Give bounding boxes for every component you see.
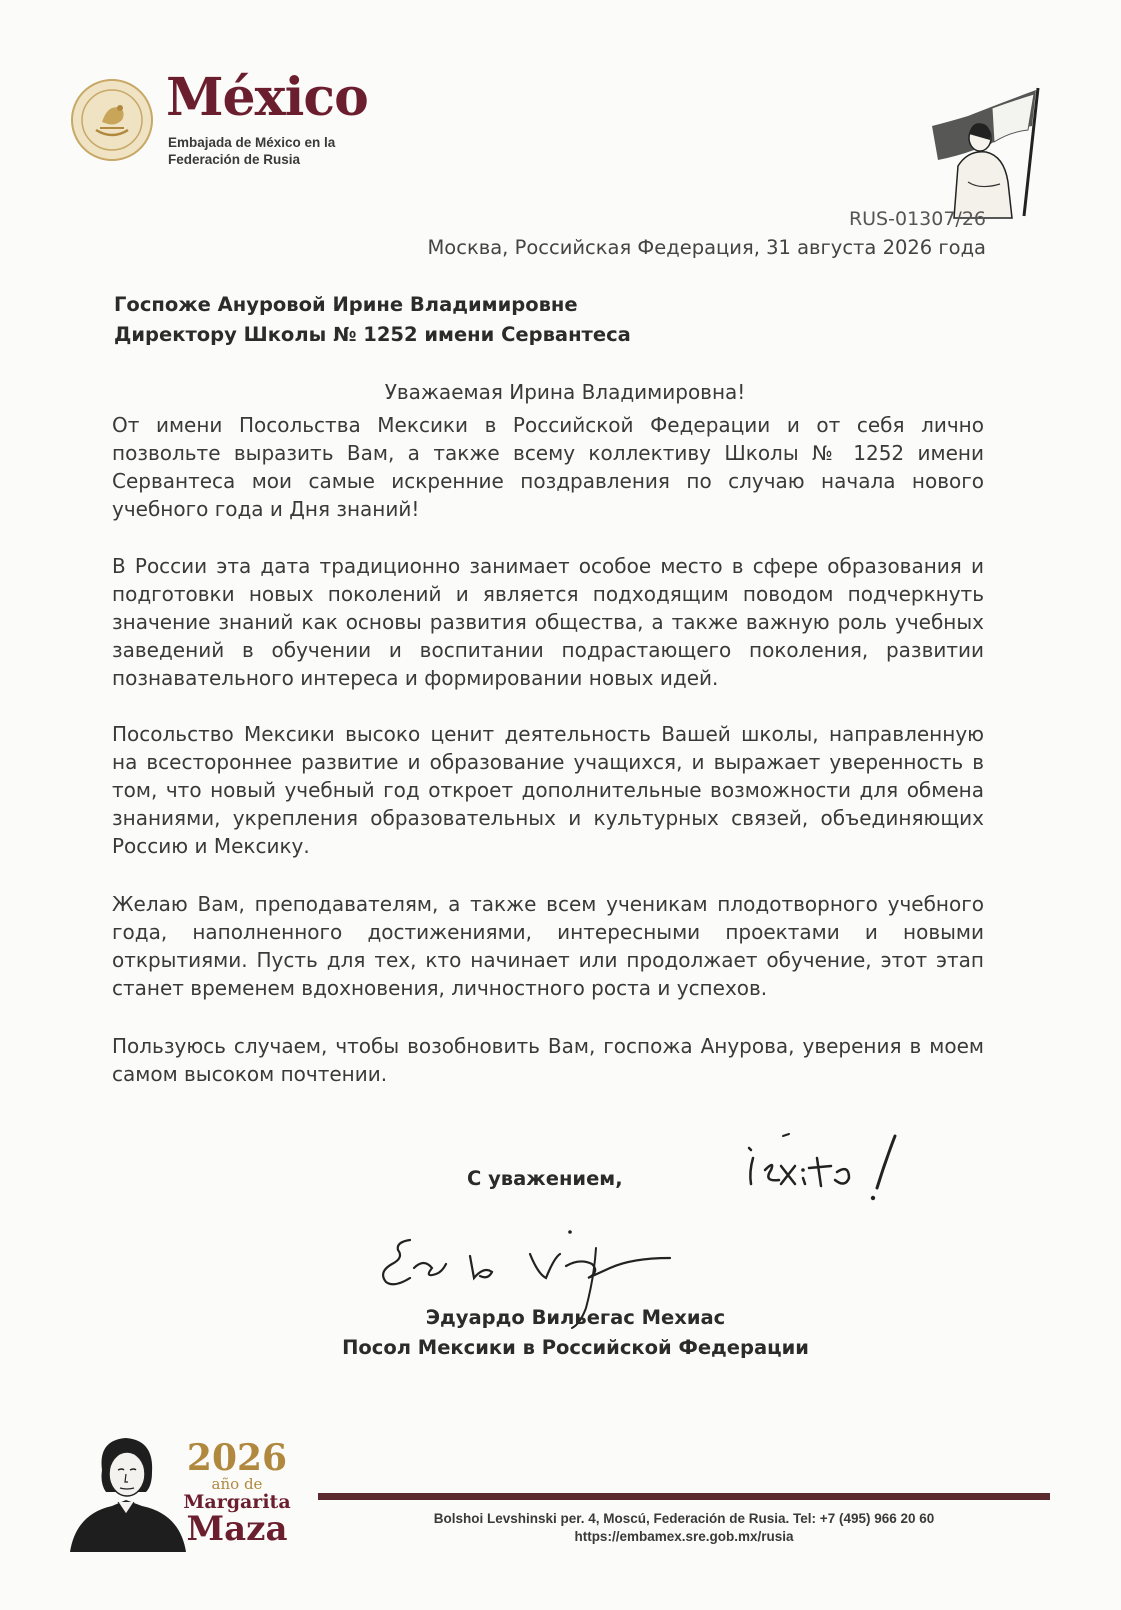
embassy-line-1: Embajada de México en la	[168, 135, 336, 150]
body-paragraph-4: Желаю Вам, преподавателям, а также всем ученикам плодотворного учебного года, наполненного достижениями, интересными проектами и новыми открытиями. Пусть для тех, кто начинает или продолжает обучение, этот этап станет временем вдохновения, личностного роста и успехов.	[112, 892, 984, 1000]
recipient-position: Директору Школы № 1252 имени Сервантеса	[114, 323, 631, 346]
year-logo-year: 2026	[186, 1437, 288, 1479]
embassy-name	[168, 134, 368, 168]
woman-with-flag-illustration-icon	[928, 86, 1058, 220]
reference-number: RUS-01307/26	[848, 208, 986, 230]
embassy-line-2: Federación de Rusia	[168, 152, 301, 167]
body-paragraph-3: Посольство Мексики высоко ценит деятельность Вашей школы, направленную на всестороннее развитие и образование учащихся, и выражает уверенность в том, что новый учебный год откроет дополнительные возможности для обмена знаниями, укрепления образовательных и культурных связей, объединяющих Россию и Мексику.	[112, 722, 984, 858]
footer-address: Bolshoi Levshinski per. 4, Moscú, Federación de Rusia. Tel: +7 (495) 966 20 60	[433, 1511, 935, 1526]
signer-name: Эдуардо Вильегас Мехиас	[425, 1306, 726, 1329]
body-paragraph-1: От имени Посольства Мексики в Российской Федерации и от себя лично позвольте выразить Вам, а также всему коллективу Школы № 1252 имени Сервантеса мои самые искренние поздравления по случаю начала нового учебного года и Дня знаний!	[112, 413, 984, 521]
year-logo-of: año de	[211, 1475, 263, 1493]
signer-title: Посол Мексики в Российской Федерации	[342, 1336, 809, 1359]
recipient-name: Госпоже Ануровой Ирине Владимировне	[114, 293, 578, 316]
salutation: Уважаемая Ирина Владимировна!	[384, 380, 746, 404]
brand-title: México	[166, 67, 368, 128]
coat-of-arms-seal-icon	[70, 78, 154, 162]
body-paragraph-2: В России эта дата традиционно занимает особое место в сфере образования и подготовки новых поколений и является подходящим поводом подчеркнуть значение знаний как основы развития общества, а также важную роль учебных заведений в обучении и воспитании подрастающего поколения, развитии познавательного интереса и формировании новых идей.	[112, 554, 984, 690]
place-and-date: Москва, Российская Федерация, 31 августа 2026 года	[427, 236, 986, 259]
footer-divider	[318, 1493, 1050, 1500]
closing-phrase: С уважением,	[467, 1167, 623, 1190]
recipient-block	[114, 290, 631, 350]
year-logo-name-2: Maza	[186, 1509, 288, 1549]
margarita-maza-portrait-icon	[62, 1430, 190, 1552]
body-paragraph-5: Пользуюсь случаем, чтобы возобновить Вам, госпожа Анурова, уверения в моем самом высоком почтении.	[112, 1034, 984, 1086]
handwritten-exito-note	[745, 1132, 925, 1212]
margarita-maza-year-logo	[182, 1437, 292, 1549]
footer-url-link[interactable]: https://embamex.sre.gob.mx/rusia	[574, 1529, 794, 1544]
year-logo-name-1: Margarita	[183, 1491, 291, 1513]
